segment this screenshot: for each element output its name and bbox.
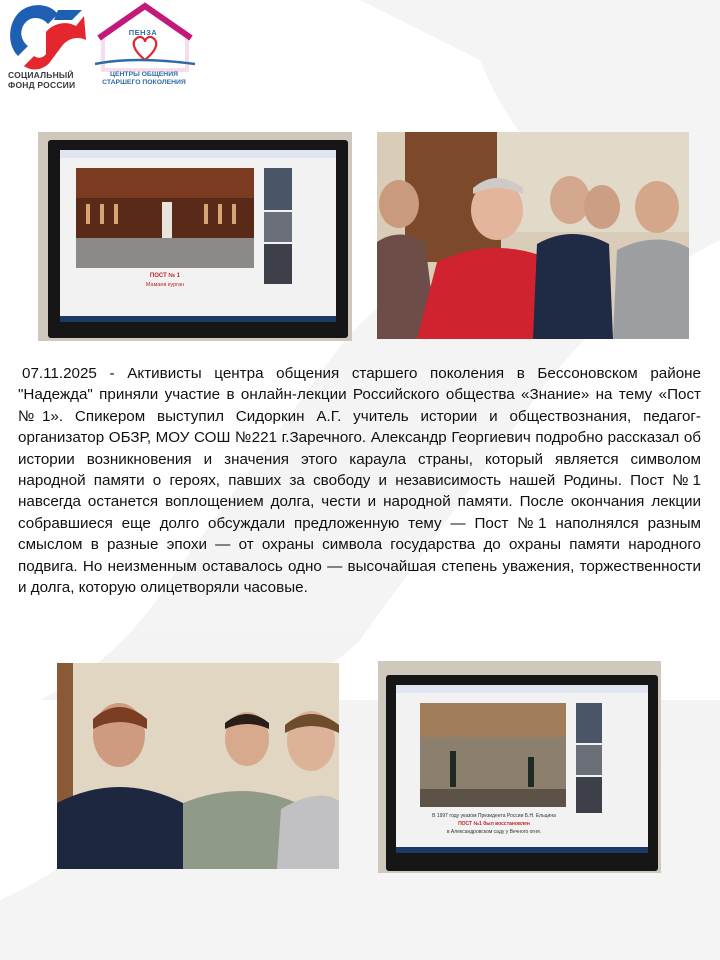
slide-caption-line3: в Александровском саду у Вечного огня. (446, 829, 542, 835)
photo-monitor-guard (378, 661, 661, 873)
article-text: 07.11.2025 - Активисты центра общения старшего поколения в Бессоновском районе "Надежда" приняли участие в онлайн-лекции Российского общества «Знание» на тему «Пост №1». Спикером выступил Сидоркин А.Г. учитель истории и обществознания, педагог-организатор ОБЗР, МОУ СОШ №221 г.Заречного. Александр Георгиевич подробно рассказал об истории возникновения и значения этого караула страны, который является символом народной памяти о героях, павших за свободу и независимость нашей Родины. Пост №1 навсегда останется воплощением долга, чести и народной памяти. После окончания лекции собравшиеся еще долго обсуждали предложенную тему — Пост №1 наполнялся разным смыслом в разные эпохи — от охраны символа государства до охраны памяти народного подвига. Но неизменным оставалось одно — высочайшая степень уважения, торжественности и долга, которую олицетворяли часовые. (18, 365, 701, 597)
social-fund-logo-text: СОЦИАЛЬНЫЙ ФОНД РОССИИ (8, 70, 76, 90)
penza-centers-logo-text: ЦЕНТРЫ ОБЩЕНИЯ СТАРШЕГО ПОКОЛЕНИЯ (102, 71, 186, 86)
slide-caption-line1: В 1997 году указом Президента России Б.Н. Ельцина (432, 813, 556, 819)
photo-three-women (57, 663, 339, 869)
penza-city-label: ПЕНЗА (128, 28, 158, 37)
slide-caption-line2: ПОСТ №1 был восстановлен (458, 821, 530, 827)
photo-monitor-lecture (38, 132, 352, 341)
slide-title-text: ПОСТ № 1 (149, 273, 181, 279)
photo-audience-women (377, 132, 689, 339)
slide-subtitle-text: Мамаев курган (145, 282, 185, 288)
